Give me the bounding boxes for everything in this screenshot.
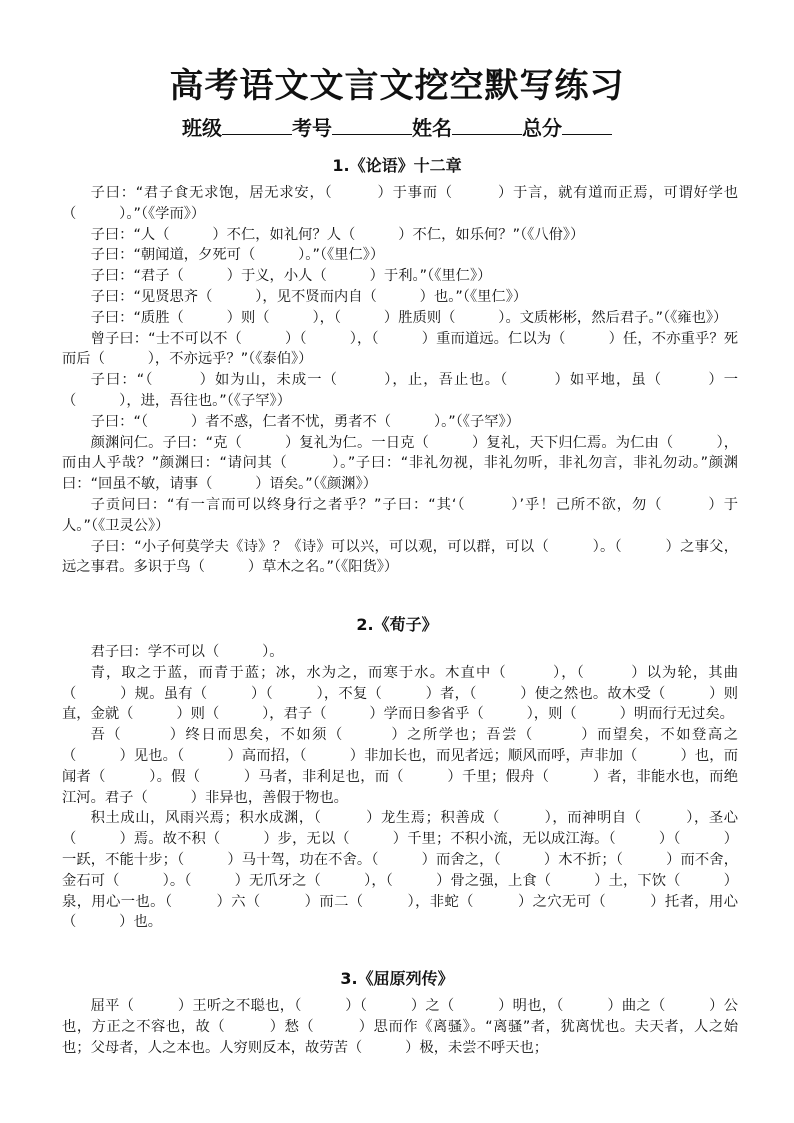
paragraph: 吾（ ）终日而思矣，不如须（ ）之所学也；吾尝（ ）而望矣，不如登高之（ ）见也。（ ）高而招，（ ）非加长也，而见者远；顺风而呼，声非加（ ）也，而闻者（ ）。假（ ）马者，非利足也，而（ ）千里；假舟（ ）者，非能水也，而绝江河。君子（ ）非异也，善假于物也。 [62, 727, 738, 806]
class-blank [222, 116, 292, 135]
page-title: 高考语文文言文挖空默写练习 [169, 66, 625, 106]
score-blank [562, 116, 612, 135]
section-body-lunyu [62, 183, 738, 578]
paragraph: 子曰：“小子何莫学夫《诗》？《诗》可以兴，可以观，可以群，可以（ ）。（ ）之事父，远之事君。多识于鸟（ ）草木之名。”（《阳货》） [62, 538, 738, 576]
id-blank [332, 116, 412, 135]
id-label: 考号 [292, 116, 332, 140]
paragraph: 青，取之于蓝，而青于蓝；冰，水为之，而寒于水。木直中（ ），（ ）以为轮，其曲（ ）规。虽有（ ）（ ），不复（ ）者，（ ）使之然也。故木受（ ）则直，金就（ ）则（ ），君子（ ）学而日参省乎（ ），则（ ）明而行无过矣。 [62, 664, 738, 723]
section-heading-quyuan: 3.《屈原列传》 [340, 969, 454, 988]
paragraph: 子曰：“君子食无求饱，居无求安，（ ）于事而（ ）于言，就有道而正焉，可谓好学也（ ）。”（《学而》） [62, 185, 738, 222]
section-body-xunzi [62, 642, 738, 933]
paragraph: 子曰：“（ ）如为山，未成一（ ），止，吾止也。（ ）如平地，虽（ ）一（ ），进，吾往也。”（《子罕》） [62, 372, 738, 409]
paragraph: 君子曰：学不可以（ ）。 [90, 644, 284, 660]
paragraph: 子曰：“君子（ ）于义，小人（ ）于利。”（《里仁》） [90, 268, 492, 285]
paragraph: 子曰：“人（ ）不仁，如礼何？人（ ）不仁，如乐何？”（《八佾》） [90, 226, 585, 243]
class-label: 班级 [182, 116, 222, 140]
section-heading-lunyu: 1.《论语》十二章 [332, 156, 462, 175]
paragraph: 积土成山，风雨兴焉；积水成渊，（ ）龙生焉；积善成（ ），而神明自（ ），圣心（ ）焉。故不积（ ）步，无以（ ）千里；不积小流，无以成江海。（ ）（ ）一跃，不能十步；（ ）马十驾，功在不舍。（ ）而舍之，（ ）木不折；（ ）而不舍，金石可（ ）。（ ）无爪牙之（ ），（ ）骨之强，上食（ ）土，下饮（ ）泉，用心一也。（ ）六（ ）而二（ ），非蛇（ ）之穴无可（ ）托者，用心（ ）也。 [62, 810, 738, 931]
paragraph: 子贡问曰：“有一言而可以终身行之者乎？”子曰：“其‘（ ）’乎！己所不欲，勿（ ）于人。”（《卫灵公》） [62, 496, 738, 534]
section-heading-xunzi: 2.《荀子》 [356, 615, 438, 634]
paragraph: 子曰：“质胜（ ）则（ ），（ ）胜质则（ ）。文质彬彬，然后君子。”（《雍也》） [90, 309, 728, 326]
paragraph: 屈平（ ）王听之不聪也，（ ）（ ）之（ ）明也，（ ）曲之（ ）公也，方正之不容也，故（ ）愁（ ）思而作《离骚》。“离骚”者，犹离忧也。夫天者，人之始也；父母者，人之本也。人穷则反本，故劳苦（ ）极，未尝不呼天也； [62, 998, 738, 1056]
paragraph: 子曰：“朝闻道，夕死可（ ）。”（《里仁》） [90, 247, 385, 264]
paragraph: 颜渊问仁。子曰：“克（ ）复礼为仁。一日克（ ）复礼，天下归仁焉。为仁由（ ），而由人乎哉？”颜渊曰：“请问其（ ）。”子曰：“非礼勿视，非礼勿听，非礼勿言，非礼勿动。”颜渊曰：“回虽不敏，请事（ ）语矣。”（《颜渊》） [62, 434, 738, 493]
paragraph: 子曰：“（ ）者不惑，仁者不忧，勇者不（ ）。”（《子罕》） [90, 413, 521, 430]
paragraph: 曾子曰：“士不可以不（ ）（ ），（ ）重而道远。仁以为（ ）任，不亦重乎？死而后（ ），不亦远乎？”（《泰伯》） [62, 330, 738, 368]
name-label: 姓名 [412, 116, 452, 140]
name-blank [452, 116, 522, 135]
score-label: 总分 [522, 116, 562, 140]
paragraph: 子曰：“见贤思齐（ ），见不贤而内自（ ）也。”（《里仁》） [90, 288, 528, 305]
student-info-line [0, 112, 794, 141]
section-body-quyuan [62, 996, 738, 1058]
